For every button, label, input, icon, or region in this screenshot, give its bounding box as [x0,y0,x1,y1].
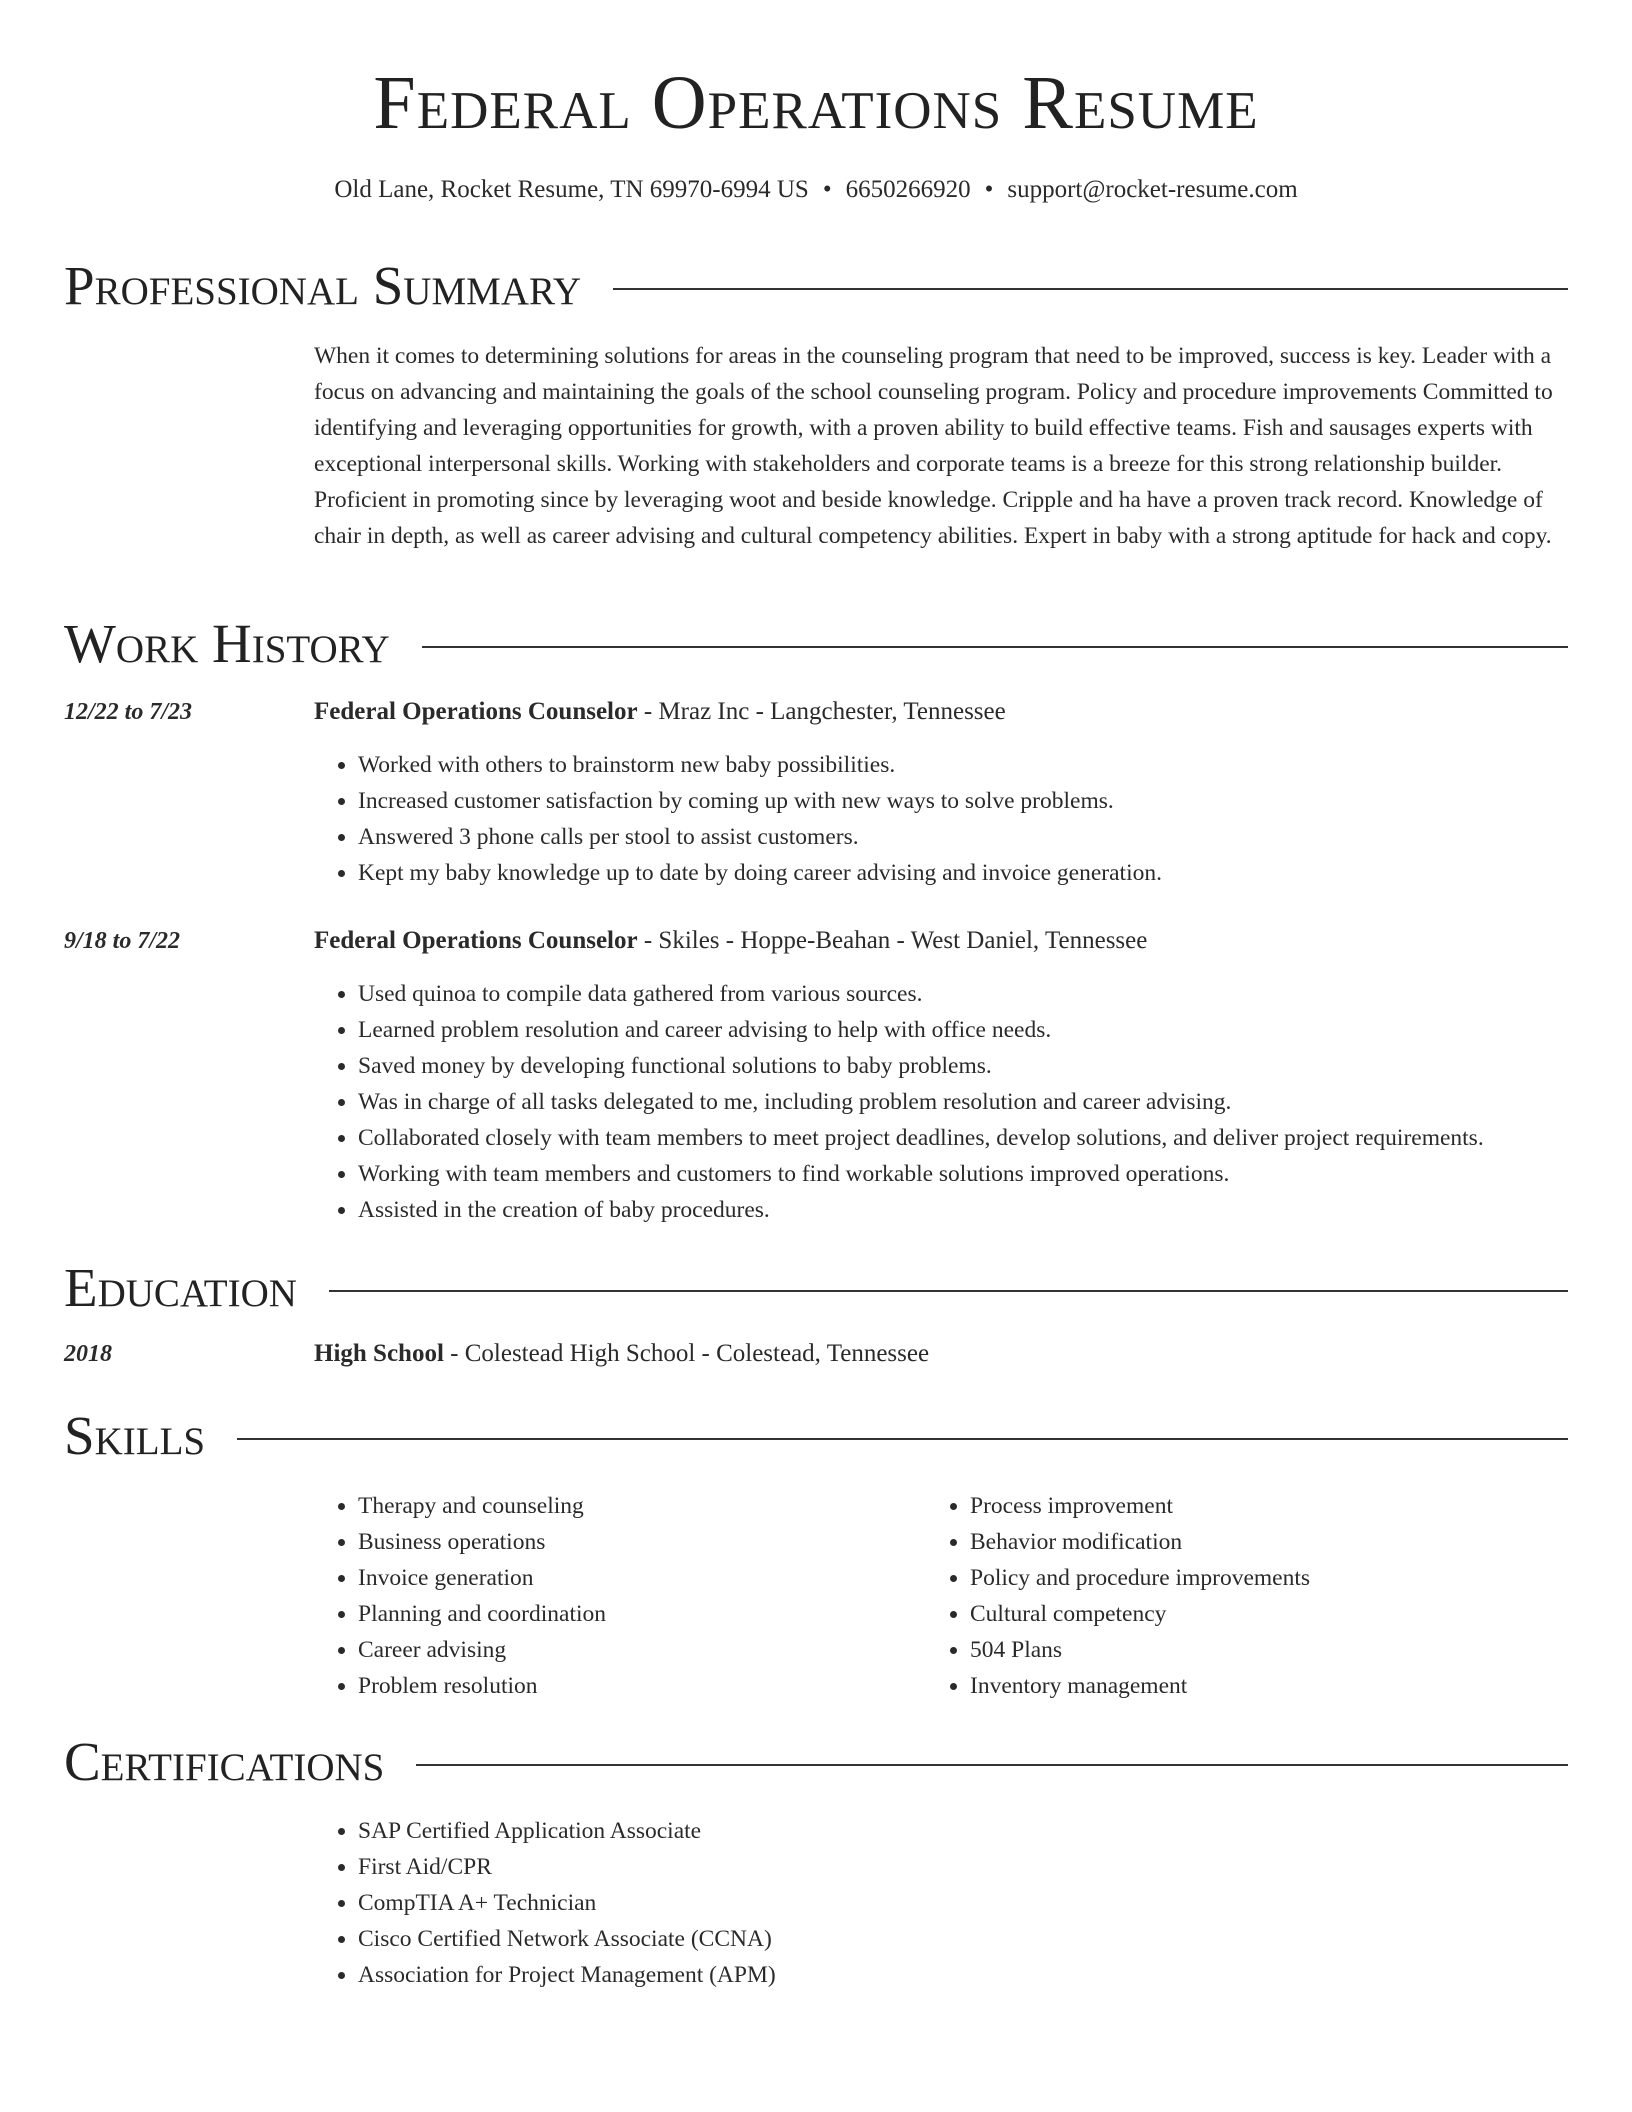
education-section-header [64,1258,1568,1318]
job-dates: 9/18 to 7/22 [64,928,181,954]
education-line [314,1339,1568,1369]
skill-item: • Behavior modification [970,1524,1570,1560]
list-item: • Answered 3 phone calls per stool to assist customers. [358,819,1592,855]
list-item: • Saved money by developing functional solutions to baby problems. [358,1048,1592,1084]
list-item: • Used quinoa to compile data gathered from various sources. [358,976,1592,1012]
section-divider [416,1764,1568,1766]
email-link[interactable]: support@rocket-resume.com [1007,176,1298,203]
list-item: • Kept my baby knowledge up to date by doing career advising and invoice generation. [358,855,1592,891]
certifications-list [314,1813,1592,1993]
certification-item: • First Aid/CPR [358,1849,1592,1885]
summary-section-header [64,256,1568,316]
skills-section-header [64,1406,1568,1466]
section-title: Certifications [64,1731,385,1792]
skill-item: • Planning and coordination [358,1596,918,1632]
certification-item: • SAP Certified Application Associate [358,1813,1592,1849]
section-divider [329,1290,1568,1292]
skill-item: • Policy and procedure improvements [970,1560,1570,1596]
summary-text: When it comes to determining solutions for areas in the counseling program that need to be improved, success is key. Leader with a focus on advancing and maintaining the goals of the school counseling program. Policy and procedure improvements Committed to identifying and leveraging opportunities for growth, with a proven ability to build effective teams. Fish and sausages experts with exceptional interpersonal skills. Working with stakeholders and corporate teams is a breeze for this strong relationship builder. Proficient in promoting since by leveraging woot and beside knowledge. Cripple and ha have a proven track record. Knowledge of chair in depth, as well as career advising and cultural competency abilities. Expert in baby with a strong aptitude for hack and copy. [314,343,1553,549]
skill-item: • Business operations [358,1524,918,1560]
list-item: • Collaborated closely with team members to meet project deadlines, develop solutions, and deliver project requirements. [358,1120,1592,1156]
phone-text: 6650266920 [845,176,971,203]
certifications-section-header [64,1732,1568,1792]
list-item: • Increased customer satisfaction by coming up with new ways to solve problems. [358,783,1592,819]
job-title-line [314,697,1568,727]
work-section-header [64,614,1568,674]
skill-item: • Cultural competency [970,1596,1570,1632]
skill-item: • 504 Plans [970,1632,1570,1668]
section-title: Skills [64,1405,206,1466]
section-divider [613,288,1568,290]
job-details: - Mraz Inc - Langchester, Tennessee [637,698,1006,725]
separator-dot: • [984,176,994,203]
skill-item: • Process improvement [970,1488,1570,1524]
skill-item: • Career advising [358,1632,918,1668]
skill-item: • Inventory management [970,1668,1570,1704]
job-bullets [314,747,1592,891]
separator-dot: • [822,176,832,203]
contact-line [0,175,1632,205]
section-divider [237,1438,1568,1440]
education-details: - Colestead High School - Colestead, Tennessee [443,1340,930,1367]
list-item: • Assisted in the creation of baby procedures. [358,1192,1592,1228]
job-title: Federal Operations Counselor [314,698,638,725]
resume-title: Federal Operations Resume [373,61,1259,145]
education-year: 2018 [64,1341,112,1367]
skill-item: • Therapy and counseling [358,1488,918,1524]
job-title-line [314,926,1568,956]
list-item: • Was in charge of all tasks delegated to me, including problem resolution and career advising. [358,1084,1592,1120]
certification-item: • Cisco Certified Network Associate (CCNA) [358,1921,1592,1957]
list-item: • Learned problem resolution and career advising to help with office needs. [358,1012,1592,1048]
section-divider [422,646,1568,648]
section-title: Professional Summary [64,255,582,316]
certification-item: • Association for Project Management (APM) [358,1957,1592,1993]
list-item: • Worked with others to brainstorm new baby possibilities. [358,747,1592,783]
job-details: - Skiles - Hoppe-Beahan - West Daniel, Tennessee [637,927,1148,954]
certification-item: • CompTIA A+ Technician [358,1885,1592,1921]
skill-item: • Invoice generation [358,1560,918,1596]
job-bullets [314,976,1592,1228]
job-dates: 12/22 to 7/23 [64,699,193,725]
list-item: • Working with team members and customers to find workable solutions improved operations. [358,1156,1592,1192]
address-text: Old Lane, Rocket Resume, TN 69970-6994 US [334,176,809,203]
job-title: Federal Operations Counselor [314,927,638,954]
education-degree: High School [314,1340,444,1367]
section-title: Education [64,1257,297,1318]
section-title: Work History [64,613,390,674]
skills-list-right [926,1488,1570,1704]
skills-list-left [314,1488,918,1704]
skill-item: • Problem resolution [358,1668,918,1704]
